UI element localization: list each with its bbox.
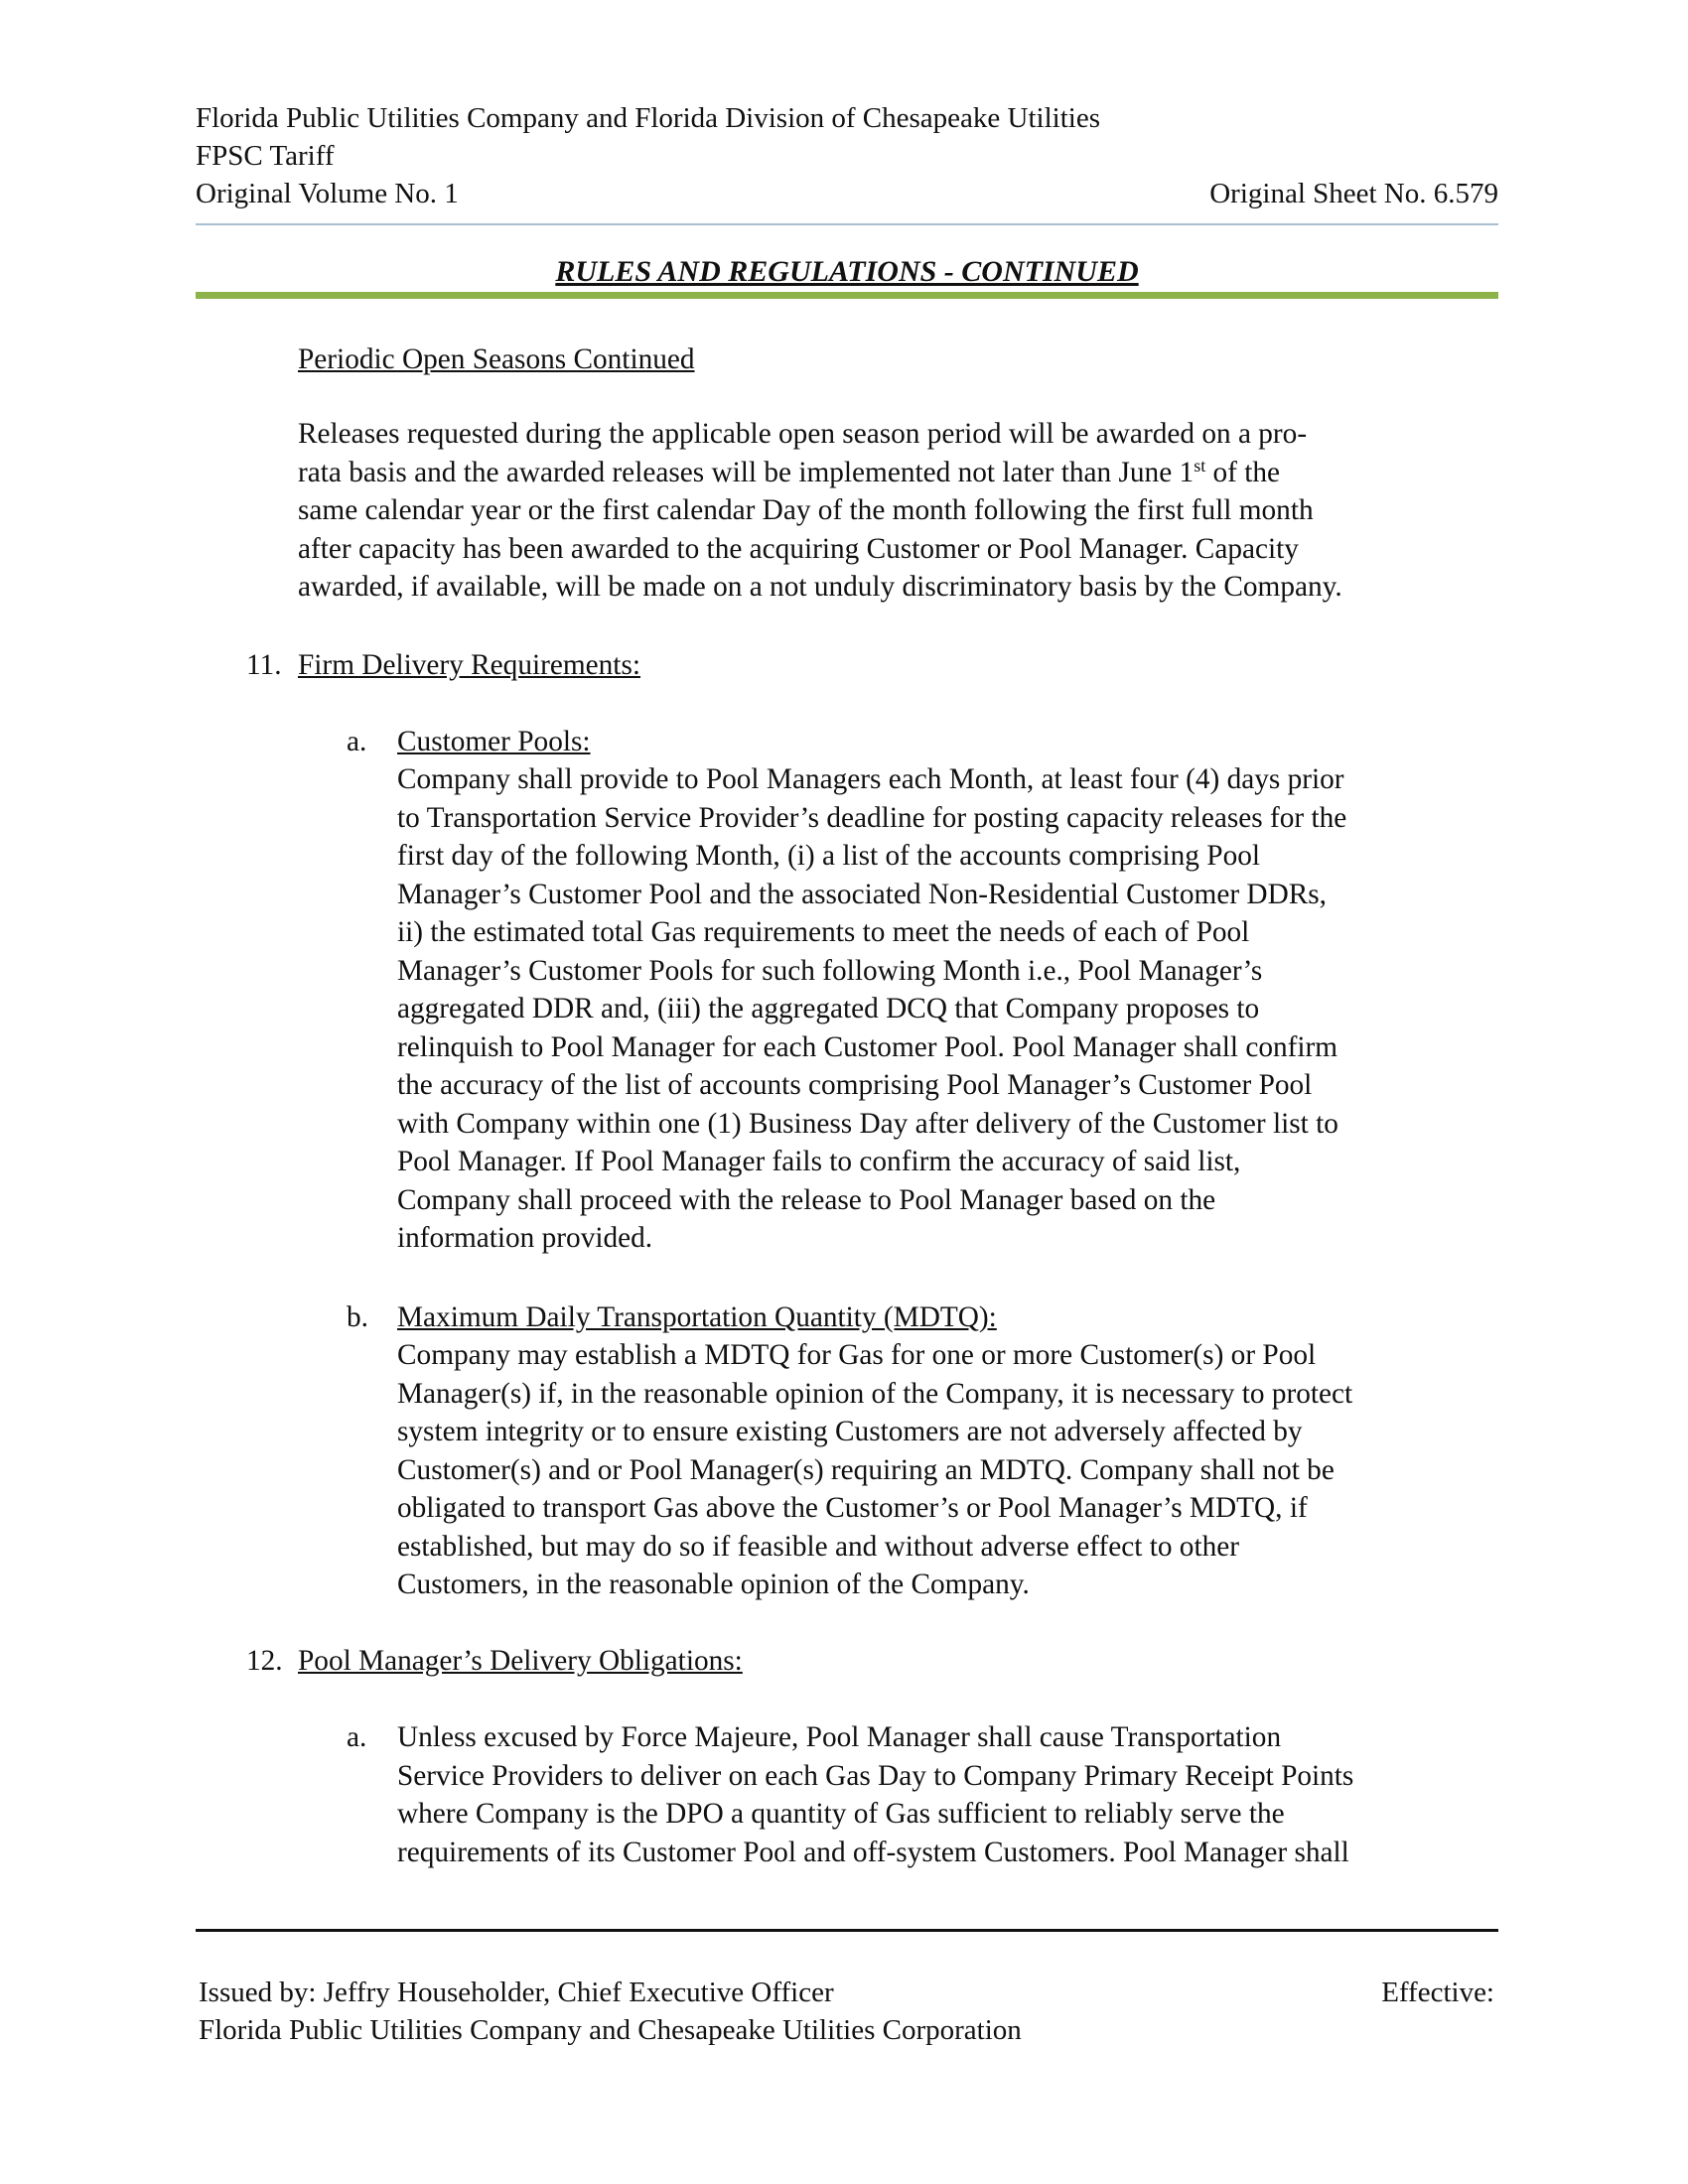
section-12a-marker: a.	[347, 1721, 367, 1753]
ordinal-suffix: st	[1194, 455, 1206, 476]
section-11a-text	[397, 760, 1346, 1258]
paragraph-line: Manager(s) if, in the reasonable opinion of the Company, it is necessary to protect	[397, 1377, 1353, 1410]
section-11a-heading: Customer Pools:	[397, 726, 591, 757]
paragraph-line: Company may establish a MDTQ for Gas for one or more Customer(s) or Pool	[397, 1339, 1317, 1371]
paragraph-line: with Company within one (1) Business Day after delivery of the Customer list to	[397, 1107, 1338, 1140]
footer-issued-by: Issued by: Jeffry Householder, Chief Executive Officer	[199, 1977, 834, 2008]
title-divider	[196, 292, 1498, 299]
paragraph-line: where Company is the DPO a quantity of Gas sufficient to reliably serve the	[397, 1798, 1285, 1830]
paragraph-line: requirements of its Customer Pool and off-system Customers. Pool Manager shall	[397, 1836, 1349, 1868]
header-sheet: Original Sheet No. 6.579	[1209, 178, 1498, 209]
section-11b-heading: Maximum Daily Transportation Quantity (MDTQ):	[397, 1301, 997, 1333]
paragraph-line: established, but may do so if feasible and without adverse effect to other	[397, 1530, 1240, 1563]
paragraph-line: Unless excused by Force Majeure, Pool Manager shall cause Transportation	[397, 1721, 1282, 1753]
line-text: of the	[1205, 456, 1281, 488]
page-title: RULES AND REGULATIONS - CONTINUED	[555, 255, 1139, 288]
section-12a-text	[397, 1718, 1353, 1871]
paragraph-line: Customers, in the reasonable opinion of the Company.	[397, 1569, 1030, 1600]
paragraph-line: Customer(s) and or Pool Manager(s) requiring an MDTQ. Company shall not be	[397, 1453, 1335, 1486]
paragraph-line: Manager’s Customer Pools for such following Month i.e., Pool Manager’s	[397, 954, 1263, 987]
header-volume: Original Volume No. 1	[196, 178, 459, 209]
section-11a-marker: a.	[347, 726, 367, 757]
section-11b-marker: b.	[347, 1301, 368, 1333]
paragraph-line: system integrity or to ensure existing Customers are not adversely affected by	[397, 1416, 1303, 1447]
header-company: Florida Public Utilities Company and Florida Division of Chesapeake Utilities	[196, 102, 1100, 134]
paragraph-line: Releases requested during the applicable open season period will be awarded on a pro-	[298, 418, 1308, 450]
paragraph-line: Pool Manager. If Pool Manager fails to confirm the accuracy of said list,	[397, 1146, 1241, 1177]
section-11-heading: Firm Delivery Requirements:	[298, 649, 640, 681]
paragraph-line: to Transportation Service Provider’s deadline for posting capacity releases for the	[397, 801, 1347, 834]
paragraph-line: aggregated DDR and, (iii) the aggregated DCQ that Company proposes to	[397, 993, 1260, 1024]
paragraph-line: relinquish to Pool Manager for each Customer Pool. Pool Manager shall confirm	[397, 1030, 1338, 1063]
footer-company: Florida Public Utilities Company and Chesapeake Utilities Corporation	[199, 2014, 1022, 2046]
footer-divider	[196, 1929, 1498, 1932]
paragraph-line: obligated to transport Gas above the Customer’s or Pool Manager’s MDTQ, if	[397, 1492, 1308, 1524]
paragraph-line: Company shall proceed with the release to Pool Manager based on the	[397, 1183, 1216, 1216]
section-11-number: 11.	[246, 649, 282, 681]
line-text: rata basis and the awarded releases will be implemented not later than June 1	[298, 456, 1195, 488]
paragraph-line: information provided.	[397, 1222, 653, 1254]
paragraph-line: Company shall provide to Pool Managers each Month, at least four (4) days prior	[397, 763, 1344, 795]
section-12-number: 12.	[246, 1645, 283, 1677]
paragraph-line: Service Providers to deliver on each Gas Day to Company Primary Receipt Points	[397, 1759, 1354, 1792]
footer-effective: Effective:	[1381, 1977, 1494, 2008]
paragraph-line: after capacity has been awarded to the acquiring Customer or Pool Manager. Capacity	[298, 532, 1299, 565]
periodic-heading: Periodic Open Seasons Continued	[298, 343, 695, 375]
header-tariff: FPSC Tariff	[196, 140, 335, 172]
paragraph-line	[298, 454, 1342, 492]
paragraph-line: the accuracy of the list of accounts comprising Pool Manager’s Customer Pool	[397, 1069, 1313, 1101]
paragraph-line: same calendar year or the first calendar Day of the month following the first full month	[298, 494, 1314, 526]
header-divider	[196, 223, 1498, 225]
paragraph-line: ii) the estimated total Gas requirements to meet the needs of each of Pool	[397, 916, 1250, 948]
paragraph-line: awarded, if available, will be made on a not unduly discriminatory basis by the Company.	[298, 571, 1342, 603]
periodic-paragraph	[298, 415, 1342, 607]
section-11b-text	[397, 1336, 1352, 1604]
paragraph-line: Manager’s Customer Pool and the associated Non-Residential Customer DDRs,	[397, 878, 1327, 910]
paragraph-line: first day of the following Month, (i) a list of the accounts comprising Pool	[397, 840, 1261, 872]
section-12-heading: Pool Manager’s Delivery Obligations:	[298, 1645, 743, 1677]
